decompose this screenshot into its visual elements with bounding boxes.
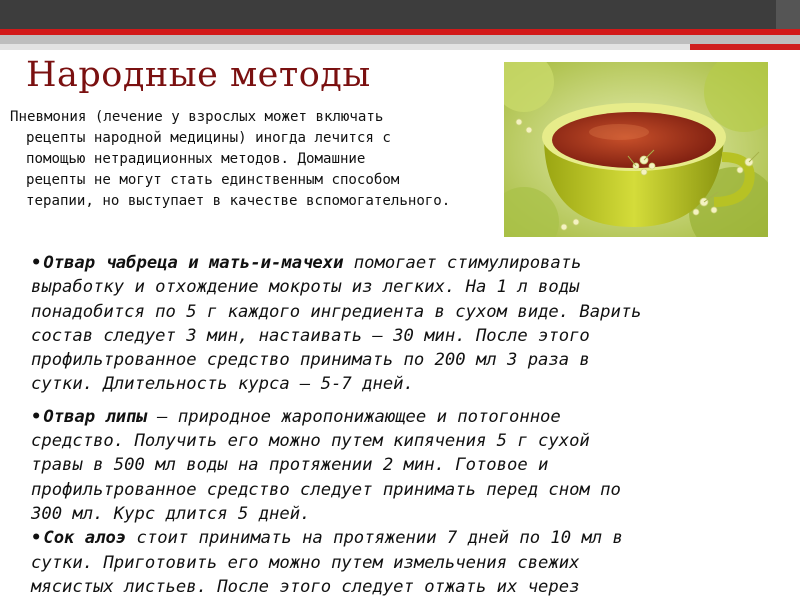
- remedy-line: травы в 500 мл воды на протяжении 2 мин. Готовое и: [31, 455, 549, 476]
- bullet: •: [31, 406, 42, 427]
- remedy-line: профильтрованное средство следует принимать перед сном по: [31, 479, 621, 500]
- remedy-heading: Отвар липы: [43, 406, 147, 427]
- intro-line: рецепты не могут стать единственным способом: [26, 172, 400, 188]
- remedy-line: профильтрованное средство принимать по 200 мл 3 раза в: [31, 350, 590, 371]
- remedy-line: мясистых листьев. После этого следует отжать их через: [31, 576, 580, 597]
- intro-line: терапии, но выступает в качестве вспомогательного.: [26, 193, 451, 209]
- remedy-text: стоит принимать на протяжении 7 дней по 10 мл в: [126, 528, 623, 549]
- remedy-line: средство. Получить его можно путем кипячения 5 г сухой: [31, 431, 590, 452]
- remedy-heading: Сок алоэ: [43, 528, 127, 549]
- remedy-text: – природное жаропонижающее и потогонное: [146, 406, 561, 427]
- intro-paragraph: [10, 107, 515, 212]
- remedy-first-line: [31, 251, 771, 275]
- top-banner-dark-end: [776, 0, 800, 30]
- remedy-first-line: [31, 405, 771, 429]
- top-banner-grey-stripe: [0, 35, 800, 44]
- top-banner-light-stripe: [0, 44, 800, 50]
- remedy-first-line: [31, 526, 771, 550]
- remedy-line: сутки. Длительность курса – 5-7 дней.: [31, 374, 414, 395]
- top-banner-dark: [0, 0, 800, 30]
- intro-line: рецепты народной медицины) иногда лечится с: [26, 130, 391, 146]
- remedy-line: сутки. Приготовить его можно путем измельчения свежих: [31, 552, 580, 573]
- intro-line: помощью нетрадиционных методов. Домашние: [26, 151, 366, 167]
- remedy-heading: Отвар чабреца и мать-и-мачехи: [43, 253, 344, 273]
- slide-title: Народные методы: [26, 55, 371, 95]
- tea-cup-photo: [504, 62, 768, 237]
- remedy-item-linden: [31, 405, 771, 526]
- intro-line: Пневмония (лечение у взрослых может включать: [10, 109, 384, 125]
- remedies-list: [31, 251, 771, 599]
- remedy-item-thyme: [31, 251, 771, 397]
- remedy-item-aloe: [31, 526, 771, 599]
- bullet: •: [31, 253, 42, 273]
- remedy-line: выработку и отхождение мокроты из легких. На 1 л воды: [31, 277, 580, 298]
- remedy-line: 300 мл. Курс длится 5 дней.: [31, 503, 311, 524]
- remedy-line: состав следует 3 мин, настаивать – 30 мин. После этого: [31, 325, 590, 346]
- linden-tea-cup-icon: [504, 62, 768, 237]
- remedy-line: понадобится по 5 г каждого ингредиента в сухом виде. Варить: [31, 301, 642, 322]
- bullet: •: [31, 528, 42, 549]
- remedy-text: помогает стимулировать: [343, 253, 582, 273]
- top-banner-red-accent: [690, 44, 800, 50]
